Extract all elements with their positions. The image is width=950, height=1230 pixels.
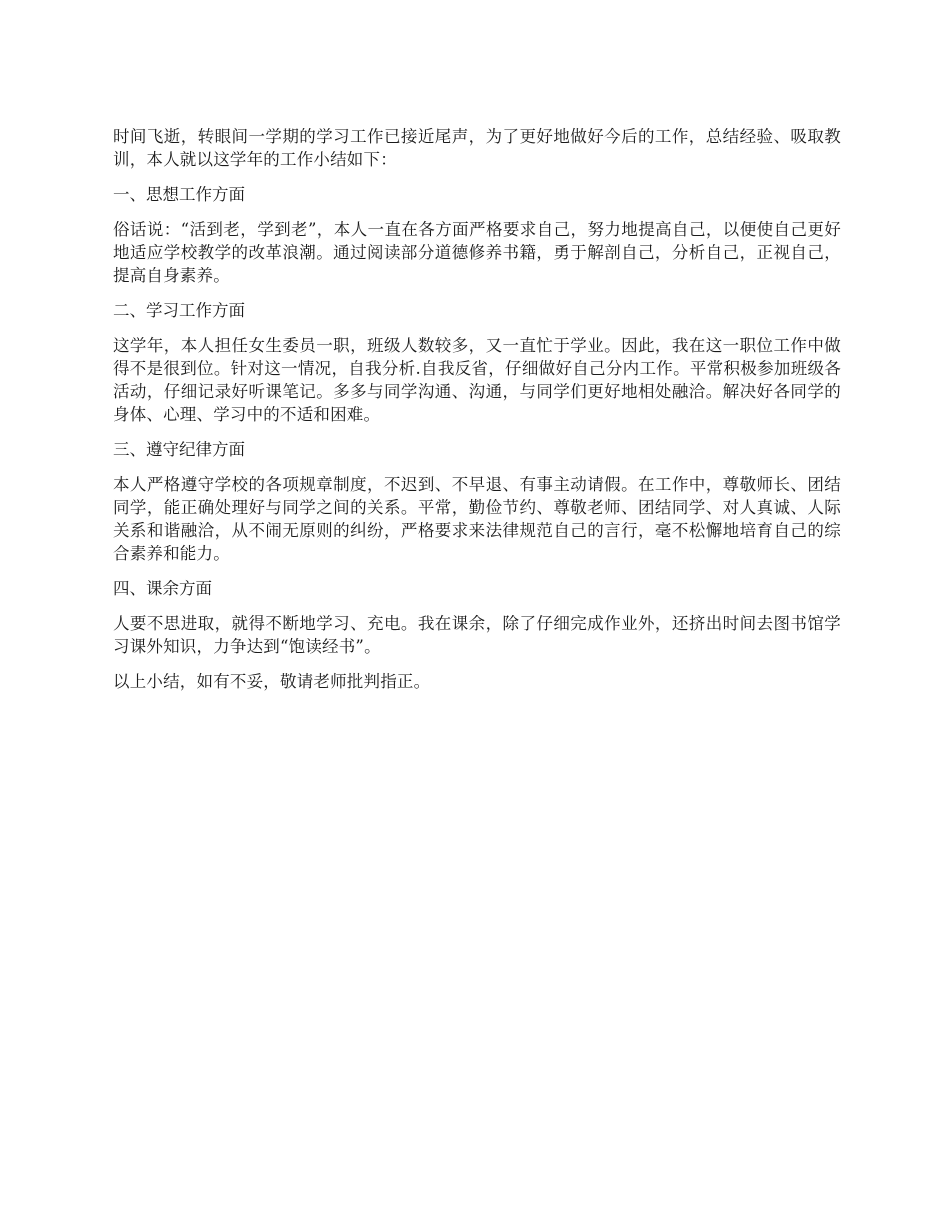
closing-paragraph: 以上小结，如有不妥，敬请老师批判指正。	[113, 672, 431, 691]
section-heading-discipline: 三、遵守纪律方面	[113, 440, 245, 459]
section-body-study: 这学年，本人担任女生委员一职，班级人数较多，又一直忙于学业。因此，我在这一职位工作中做得不是很到位。针对这一情况，自我分析.自我反省，仔细做好自己分内工作。平常积极参加班级各活动，仔细记录好听课笔记。多多与同学沟通、沟通，与同学们更好地相处融洽。解决好各同学的身体、心理、学习中的不适和困难。	[113, 336, 841, 424]
intro-paragraph: 时间飞逝，转眼间一学期的学习工作已接近尾声，为了更好地做好今后的工作，总结经验、吸取教训，本人就以这学年的工作小结如下：	[113, 127, 841, 169]
document-body	[113, 125, 841, 705]
section-heading-thought: 一、思想工作方面	[113, 185, 245, 204]
section-body-discipline: 本人严格遵守学校的各项规章制度，不迟到、不早退、有事主动请假。在工作中，尊敬师长、团结同学，能正确处理好与同学之间的关系。平常，勤俭节约、尊敬老师、团结同学、对人真诚、人际关系和谐融洽，从不闹无原则的纠纷，严格要求来法律规范自己的言行，毫不松懈地培育自己的综合素养和能力。	[113, 475, 841, 563]
section-body-extracurricular: 人要不思进取，就得不断地学习、充电。我在课余，除了仔细完成作业外，还挤出时间去图书馆学习课外知识，力争达到“饱读经书”。	[113, 614, 841, 656]
section-body-thought: 俗话说：“活到老，学到老”，本人一直在各方面严格要求自己，努力地提高自己，以便使自己更好地适应学校教学的改革浪潮。通过阅读部分道德修养书籍，勇于解剖自己，分析自己，正视自己，提高自身素养。	[113, 220, 841, 285]
section-heading-study: 二、学习工作方面	[113, 301, 245, 320]
section-heading-extracurricular: 四、课余方面	[113, 579, 212, 598]
